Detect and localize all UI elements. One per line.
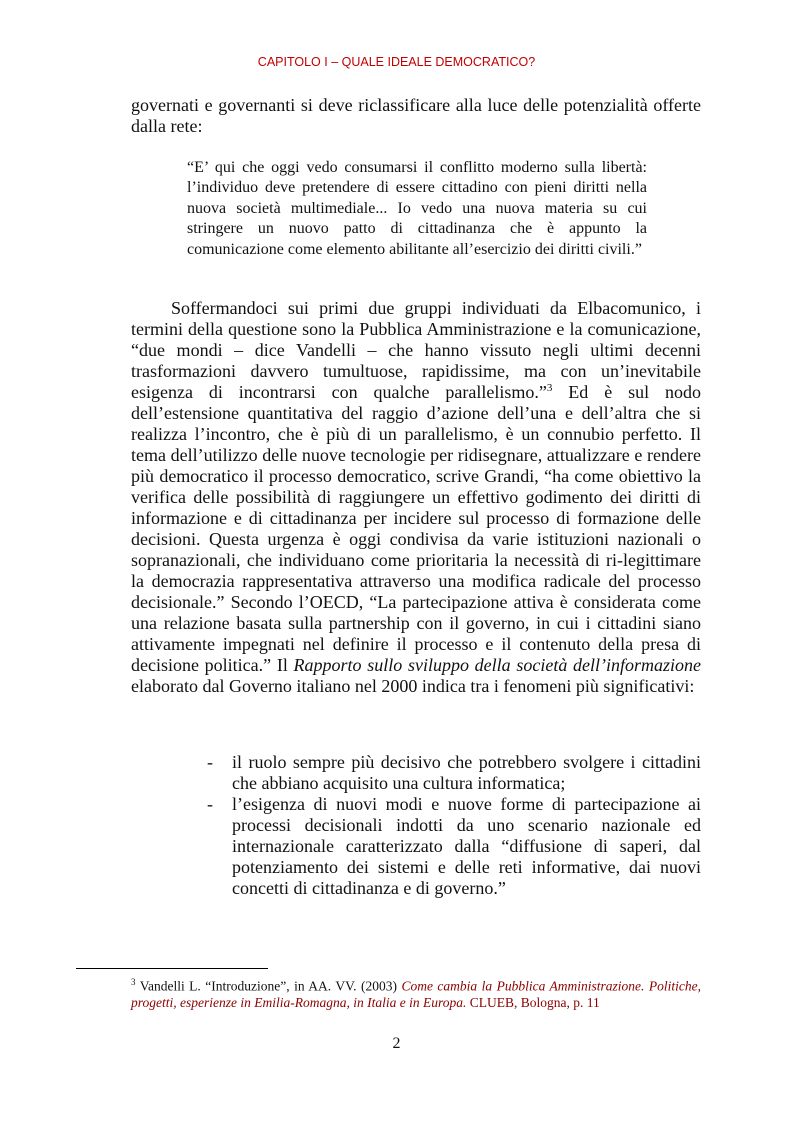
list-item-text: il ruolo sempre più decisivo che potrebbero svolgere i cittadini che abbiano acquisito una cultura informatica; [232,752,701,793]
block-quote: “E’ qui che oggi vedo consumarsi il conflitto moderno sulla libertà: l’individuo deve pretendere di essere cittadino con pieni diritti nella nuova società multimediale... Io vedo una nuova materia su cui stringere un nuovo patto di cittadinanza che è appunto la comunicazione come elemento abilitante all’esercizio dei diritti civili.” [187,159,647,258]
list-dash: - [207,752,213,772]
footnote-number: 3 [131,977,136,987]
footnote-divider [76,968,268,969]
footnote-title: Come cambia la Pubblica Amministrazione. Politiche, progetti, esperienze in Emilia-Romagna, in Italia e in Europa. [131,978,702,1010]
chapter-header: CAPITOLO I – QUALE IDEALE DEMOCRATICO? [257,55,536,69]
page-number: 2 [392,1035,401,1052]
main-text-part3: elaborato dal Governo italiano nel 2000 indica tra i fenomeni più significativi: [131,676,695,696]
list-item-text: l’esigenza di nuovi modi e nuove forme di partecipazione ai processi decisionali indotti da uno scenario nazionale ed internazionale caratterizzato dalla “diffusione di saperi, dal potenziamento dei sistemi e delle reti informative, dai nuovi concetti di cittadinanza e di governo.” [232,794,701,898]
footnote-publisher: CLUEB, Bologna, p. 11 [466,995,600,1010]
footnote [131,974,701,1012]
phenomena-list [131,752,701,899]
main-paragraph [131,298,701,697]
main-text-part1: Soffermandoci sui primi due gruppi individuati da Elbacomunico, i termini della questione sono la Pubblica Amministrazione e la comunicazione, “due mondi – dice Vandelli – che hanno vissuto negli ultimi decenni trasformazioni davvero tumultuose, rapidissime, ma con un’inevitabile esigenza di incontrarsi con qualche parallelismo.” [131,298,701,402]
list-item [131,794,701,899]
footnote-author: Vandelli L. “Introduzione”, in AA. VV. (2003) [135,978,402,994]
footnote-reference[interactable]: 3 [546,382,553,394]
report-title: Rapporto sullo sviluppo della società dell’informazione [293,655,701,675]
list-dash: - [207,794,213,814]
main-text-part2: Ed è sul nodo dell’estensione quantitativa del raggio d’azione dell’una e dell’altra che si realizza l’incontro, che è più di un parallelismo, è un connubio perfetto. Il tema dell’utilizzo delle nuove tecnologie per ridisegnare, attualizzare e rendere più democratico il processo democratico, scrive Grandi, “ha come obiettivo la verifica delle possibilità di raggiungere un effettivo godimento dei diritti di informazione e di cittadinanza per incidere sul processo di formazione delle decisioni. Questa urgenza è oggi condivisa da varie istituzioni nazionali o sopranazionali, che individuano come prioritaria la necessità di ri-legittimare la democrazia rappresentativa attraverso una modifica radicale del processo decisionale.” Secondo l’OECD, “La partecipazione attiva è considerata come una relazione basata sulla partnership con il governo, in cui i cittadini siano attivamente impegnati nel definire il processo e il contenuto della presa di decisione politica.” Il [131,382,701,675]
intro-paragraph: governati e governanti si deve riclassificare alla luce delle potenzialità offerte dalla rete: [131,95,701,136]
list-item [131,752,701,794]
